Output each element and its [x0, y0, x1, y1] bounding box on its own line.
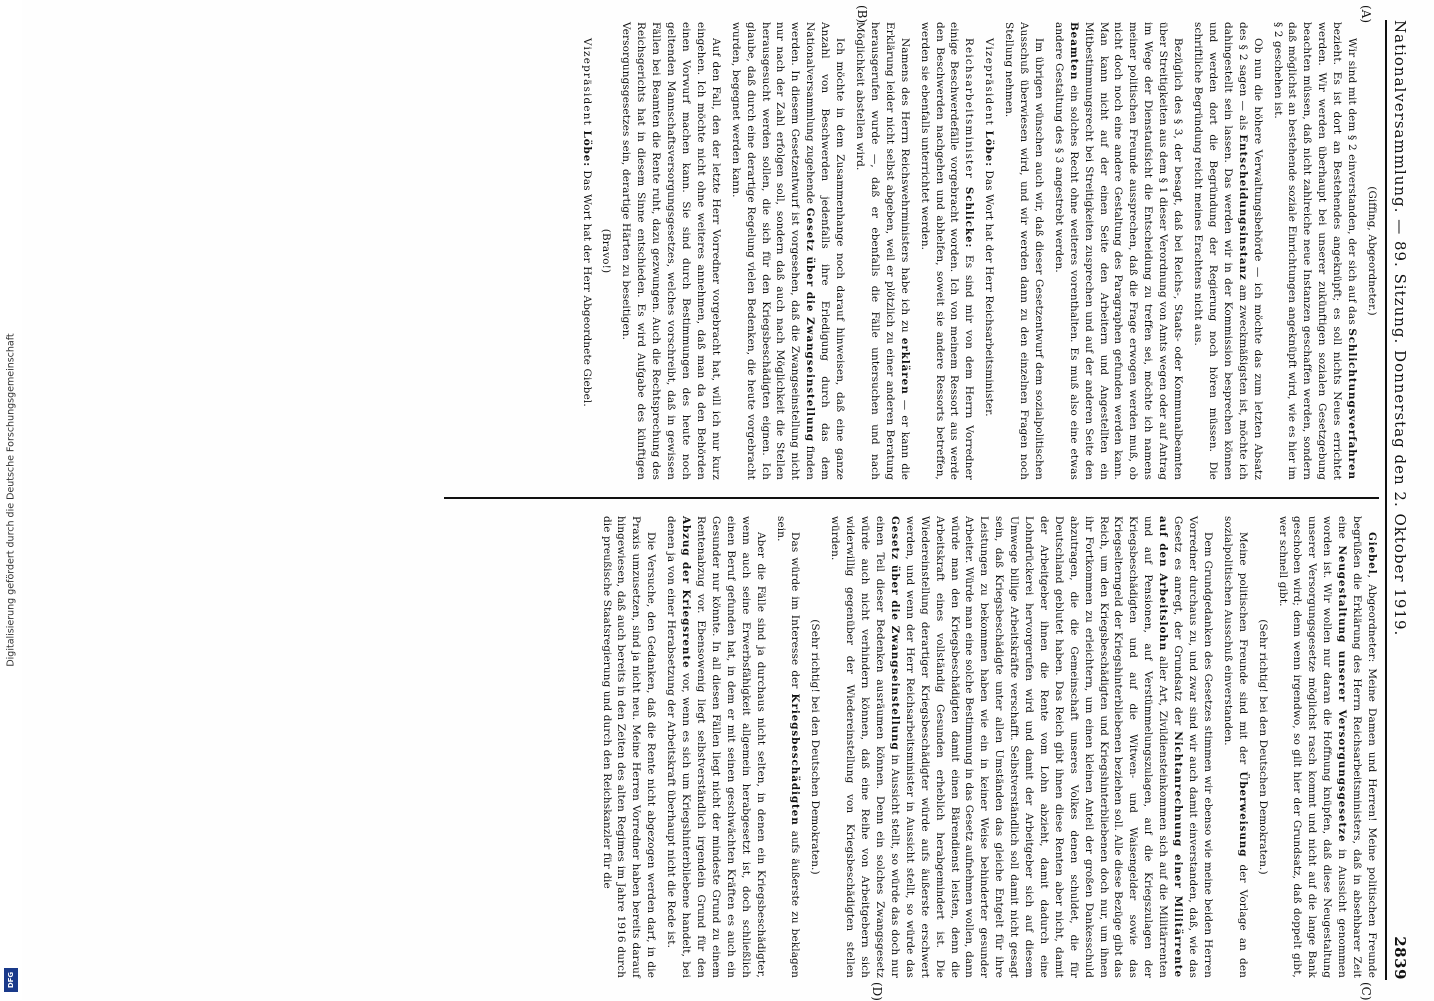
text-run: Dem Grundgedanken des Gesetzes stimmen wir ebenso wie meine beiden Herren Vorredner durchaus zu, und zwar sind wir auch damit einverstanden, daß, wie das Gesetz es anregt, der Grundsatz der	[1172, 516, 1214, 978]
paragraph	[852, 22, 912, 480]
speaker-name: Löbe:	[580, 130, 593, 167]
text-run: Das würde im Interesse der	[789, 532, 802, 694]
text-run: Das Wort hat der Herr Abgeordnete Giebel.	[580, 166, 593, 407]
emphasis: Schlichtungsverfahren	[1346, 328, 1359, 480]
paragraph: Die Versuche, den Gedanken, daß die Rente nicht abgezogen werden darf, in die Praxis umzusetzen, sind ja nicht neu. Meine Herren Vorredner haben bereits darauf hingewiesen, daß auch bereits in den Zeiten des alten Regimes im Jahre 1916 durch die preußische Staatsregierung und durch den Reichskanzler für die	[600, 516, 658, 978]
emphasis: Gesetz über die Zwangseinstellung	[804, 207, 817, 443]
paragraph: Im übrigen wünschen auch wir, daß dieser Gesetzentwurf dem sozialpolitischen Ausschuß überwiesen wird, und wir werden dann zu den einzelnen Fragen noch Stellung nehmen.	[1003, 22, 1045, 480]
paragraph	[1220, 516, 1250, 978]
text-run: aller Art, Zivildiensteinkommen sich auf die Militärrenten und auf Pensionen, auf Verstümmelungszulagen, auf die Kriegszulagen der Kriegsbeschädigten und auf die Witwen- und Waisengelder sowie das Kriegselterngeld der Kriegshinterbliebenen beziehen soll. Alle diese Bezüge gibt das Reich, um den Kriegsbeschädigten und Kriegshinterbliebenen doch nur, um ihnen ihr Fortkommen zu erleichtern, um einen kleinen Anteil der großen Dankesschuld abzutragen, die die Gemeinschaft unseres Volkes denen schuldet, die für Deutschland geblutet haben. Das Reich gibt ihnen diese Renten aber nicht, damit der Arbeitgeber ihnen die Rente vom Lohn abzieht, damit dadurch eine Lohndrückerei hervorgerufen wird und damit der Arbeitgeber sich auf diesem Umwege billige Arbeitskräfte verschafft. Selbstverständlich soll damit nicht gesagt sein, daß Kriegsbeschädigte unter allen Umständen das gleiche Entgelt für ihre Leistungen zu bekommen haben wie ein in keiner Weise behinderter gesunder Arbeiter. Würde man eine solche Bestimmung in das Gesetz aufnehmen wollen, dann würde man den Kriegsbeschädigten damit einen Bärendienst leisten, denn die Arbeitskraft eines vollständig Gesunden erheblich herabgemindert ist. Die Wiedereinstellung derartiger Kriegsbeschädigter würde aufs äußerste erschwert werden, und wenn der Herr Reichsarbeitsminister in Aussicht stellt, so würde das	[903, 516, 1170, 978]
text-run: in Aussicht stellt, so würde das doch nur einen Teil dieser Bedenken ausräumen können. Denn ein solches Zwangsgesetz würde auch nicht verhindern können, daß eine Reihe von Arbeitgebern sich widerwillig gegenüber der Wiedereinstellung von Kriegsbeschädigten stellen würden.	[829, 516, 901, 979]
scanned-page	[24, 0, 1429, 1000]
paragraph	[663, 516, 767, 978]
dfg-logo	[4, 968, 18, 992]
text-run: , Abgeordneter: Meine Damen und Herren! Meine politischen Freunde begrüßen die Erklärung des Herrn Reichsarbeitsministers, daß in absehbarer Zeit eine	[1336, 516, 1378, 978]
dfg-logo-text: DFG	[7, 971, 15, 989]
paragraph	[1270, 22, 1359, 480]
text-run: Meine politischen Freunde sind mit der	[1236, 532, 1249, 772]
text-run: bezieht. Es ist dort an Bestehendes angeknüpft; es soll nichts Neues errichtet werden. Wir werden überhaupt bei unserer zukünftigen sozialen Gesetzgebung beachten müssen, daß nicht zahlreiche neue Instanzen geschaffen werden, sondern daß möglichst an bestehende soziale Einrichtungen angeknüpft wird, wie es hier im § 2 geschehen ist.	[1271, 22, 1344, 480]
running-head	[1385, 20, 1421, 980]
speaker-role: Reichsarbeitsminister	[963, 38, 976, 187]
text-run: Ob nun die höhere Verwaltungsbehörde — ich möchte das zum letzten Absatz des § 2 sagen — als	[1236, 22, 1264, 480]
text-run: Wir sind mit dem § 2 einverstanden, der sich auf das	[1346, 38, 1359, 329]
speaker-name: Giebel	[1366, 532, 1378, 575]
text-run: Es sind mir von dem Herrn Vorredner einige Beschwerdefälle vorgebracht worden. Ich von meinem Ressort aus werde den Beschwerden nachgehen und abhelfen, soweit sie andere Ressorts betreffen, werden sie ebenfalls unterrichtet werden.	[918, 22, 976, 480]
emphasis: Entscheidungsinstanz	[1236, 134, 1249, 281]
speaker-name: Schlicke:	[963, 186, 976, 249]
speaker-paragraph	[917, 22, 977, 480]
speaker-role: Vizepräsident	[983, 38, 996, 131]
digitization-credit: Digitalisierung gefördert durch die Deutsche Forschungsgemeinschaft	[5, 333, 17, 667]
interjection: (Sehr richtig! bei den Deutschen Demokraten.)	[809, 619, 822, 875]
text-run: Ich möchte in dem Zusammenhange noch darauf hinweisen, daß eine ganze Anzahl von Beschwerden jedenfalls ihre Erledigung durch das dem Nationalversammlung zugehende	[804, 22, 847, 480]
text-run: Das Wort hat der Herr Reichsarbeitsminister.	[983, 166, 996, 417]
text-run: Aber die Fälle sind ja durchaus nicht selten, in denen ein Kriegsbeschädigter, wenn auch seine Erwerbsfähigkeit allgemein herabgesetzt ist, doch schließlich einen Beruf gefunden hat, in dem er mit seinen geschwächten Kräften es auch ein Gesunder nur könnte. In all diesen Fällen liegt nicht der mindeste Grund zu einem Rentenabzug vor. Ebensowenig liegt selbstverständlich irgendein Grund für den	[695, 516, 767, 978]
paragraph	[773, 516, 803, 978]
emphasis: Beamten	[1067, 22, 1080, 81]
interjection: (Sehr richtig! bei den Deutschen Demokraten.)	[1256, 619, 1269, 875]
page-number: 2839	[1391, 936, 1409, 980]
paragraph	[1051, 22, 1185, 480]
paragraph: Auf den Fall, den der letzte Herr Vorredner vorgebracht hat, will ich nur kurz eingehen. Ich möchte nicht ohne weiteres annehmen, daß man da den Behörden einen Vorwurf machen kann. Sie sind durch Bestimmungen des heute noch geltenden Mannschaftsversorgungsgesetzes, welches vorschreibt, daß in gewissen Fällen bei Beamten die Rente ruht, dazu gezwungen. Auch die Rechtsprechung des Reichsgerichts hat in diesem Sinne entschieden. Es wird Aufgabe des künftigen Versorgungsgesetzes sein, derartige Härten zu beseitigen.	[620, 22, 722, 480]
credit-strip	[0, 0, 22, 1000]
text-run: vor, wenn es sich um Kriegshinterbliebene handelt, bei denen ja von einer Herabsetzung der Arbeitskraft überhaupt nicht die Rede ist.	[665, 516, 693, 979]
speaker-paragraph	[579, 22, 594, 480]
paragraph	[827, 516, 1215, 978]
column-divider	[444, 497, 1379, 499]
speaker-line: (Giffing, Abgeordneter.)	[1366, 186, 1378, 316]
text-run: finden werden. In diesem Gesetzentwurf ist vorgesehen, daß die Zwangseinstellung nicht nur nach der Zahl erfolgen soll, sondern daß auch nach Möglichkeit die Stellen herausgesucht werden sollen, die sich für den Kriegsbeschädigten eignen. Ich glaube, daß durch eine derartige Regelung vielen Bedenken, die heute vorgebracht wurden, begegnet werden kann.	[729, 22, 817, 480]
right-column	[539, 516, 1379, 978]
paragraph	[1190, 22, 1265, 480]
emphasis: erklären	[898, 337, 911, 395]
interjection: (Bravo!)	[600, 228, 613, 274]
margin-marker-a: (A)	[1359, 5, 1373, 24]
text-run: aufs äußerste zu beklagen sein.	[774, 516, 802, 978]
emphasis: Überweisung	[1236, 771, 1249, 858]
margin-marker-d: (D)	[870, 982, 884, 1001]
text-run: Bezüglich des § 3, der besagt, daß bei Reichs-, Staats- oder Kommunalbeamten über Streitigkeiten aus dem § 1 dieser Verordnung von Amts wegen oder auf Antrag im Wege der Dienstaufsicht die Entscheidung zu treffen sei, möchte ich namens meiner politischen Freunde aussprechen, daß die Frage erwogen werden muß, ob nicht doch noch eine andere Gestaltung des Paragraphen gefunden werden kann. Man kann nicht auf der einen Seite den Arbeitern und Angestellten ein Mitbestimmungsrecht bei Streitigkeiten zusprechen und auf der anderen Seite den	[1082, 22, 1185, 480]
emphasis: Kriegsbeschädigten	[789, 693, 802, 826]
text-run: der Vorlage an den sozialpolitischen Ausschuß einverstanden.	[1221, 516, 1249, 978]
text-run: ein solches Recht ohne weiteres vorenthalten. Es muß also eine etwas andere Gestaltung des § 3 angestrebt werden.	[1052, 22, 1080, 480]
text-run: in Aussicht genommen worden ist. Wir wollen nur daran die Hoffnung knüpfen, daß diese Neugestaltung unserer Versorgungsgesetze möglichst rasch kommt und nicht auf die lange Bank geschoben wird; denn wenn irgendwo, so gilt hier der Grundsatz, daß doppelt gibt, wer schnell gibt.	[1276, 516, 1349, 978]
margin-marker-c: (C)	[1359, 982, 1373, 1001]
emphasis: Abzug der Kriegsrente	[680, 516, 693, 669]
speaker-name: Löbe:	[983, 130, 996, 167]
emphasis: Neugestaltung unserer Versorgungsgesetze	[1336, 545, 1349, 843]
emphasis: Nichtanrechnung einer Militärrente auf den Arbeitslohn	[1157, 516, 1185, 978]
emphasis: Gesetz über die Zwangseinstellung	[888, 516, 901, 751]
text-run: — er kann die Erklärung leider nicht selbst abgeben, weil er plötzlich zu einer anderen Beratung herausgerufen wurde —, daß er ebenfalls die Fälle untersuchen und nach Möglichkeit abstellen wird.	[854, 22, 911, 480]
left-column	[580, 22, 1379, 480]
speaker-role: Vizepräsident	[580, 38, 593, 131]
page-title: Nationalversammlung. — 89. Sitzung. Donnerstag den 2. Oktober 1919.	[1391, 20, 1409, 637]
text-run: am zweckmäßigsten ist, möchte ich dahingestellt sein lassen. Das werden wir in der Kommission besprechen können und werden dort die Begründung der Regierung noch hören müssen. Die schriftliche Begründung reicht meines Erachtens nicht aus.	[1192, 22, 1249, 480]
margin-marker-b: (B)	[855, 5, 869, 24]
speaker-paragraph	[1275, 516, 1379, 978]
text-run: Namens des Herrn Reichswehrministers habe ich zu	[898, 38, 911, 338]
speaker-paragraph	[981, 22, 996, 480]
paragraph	[728, 22, 847, 480]
